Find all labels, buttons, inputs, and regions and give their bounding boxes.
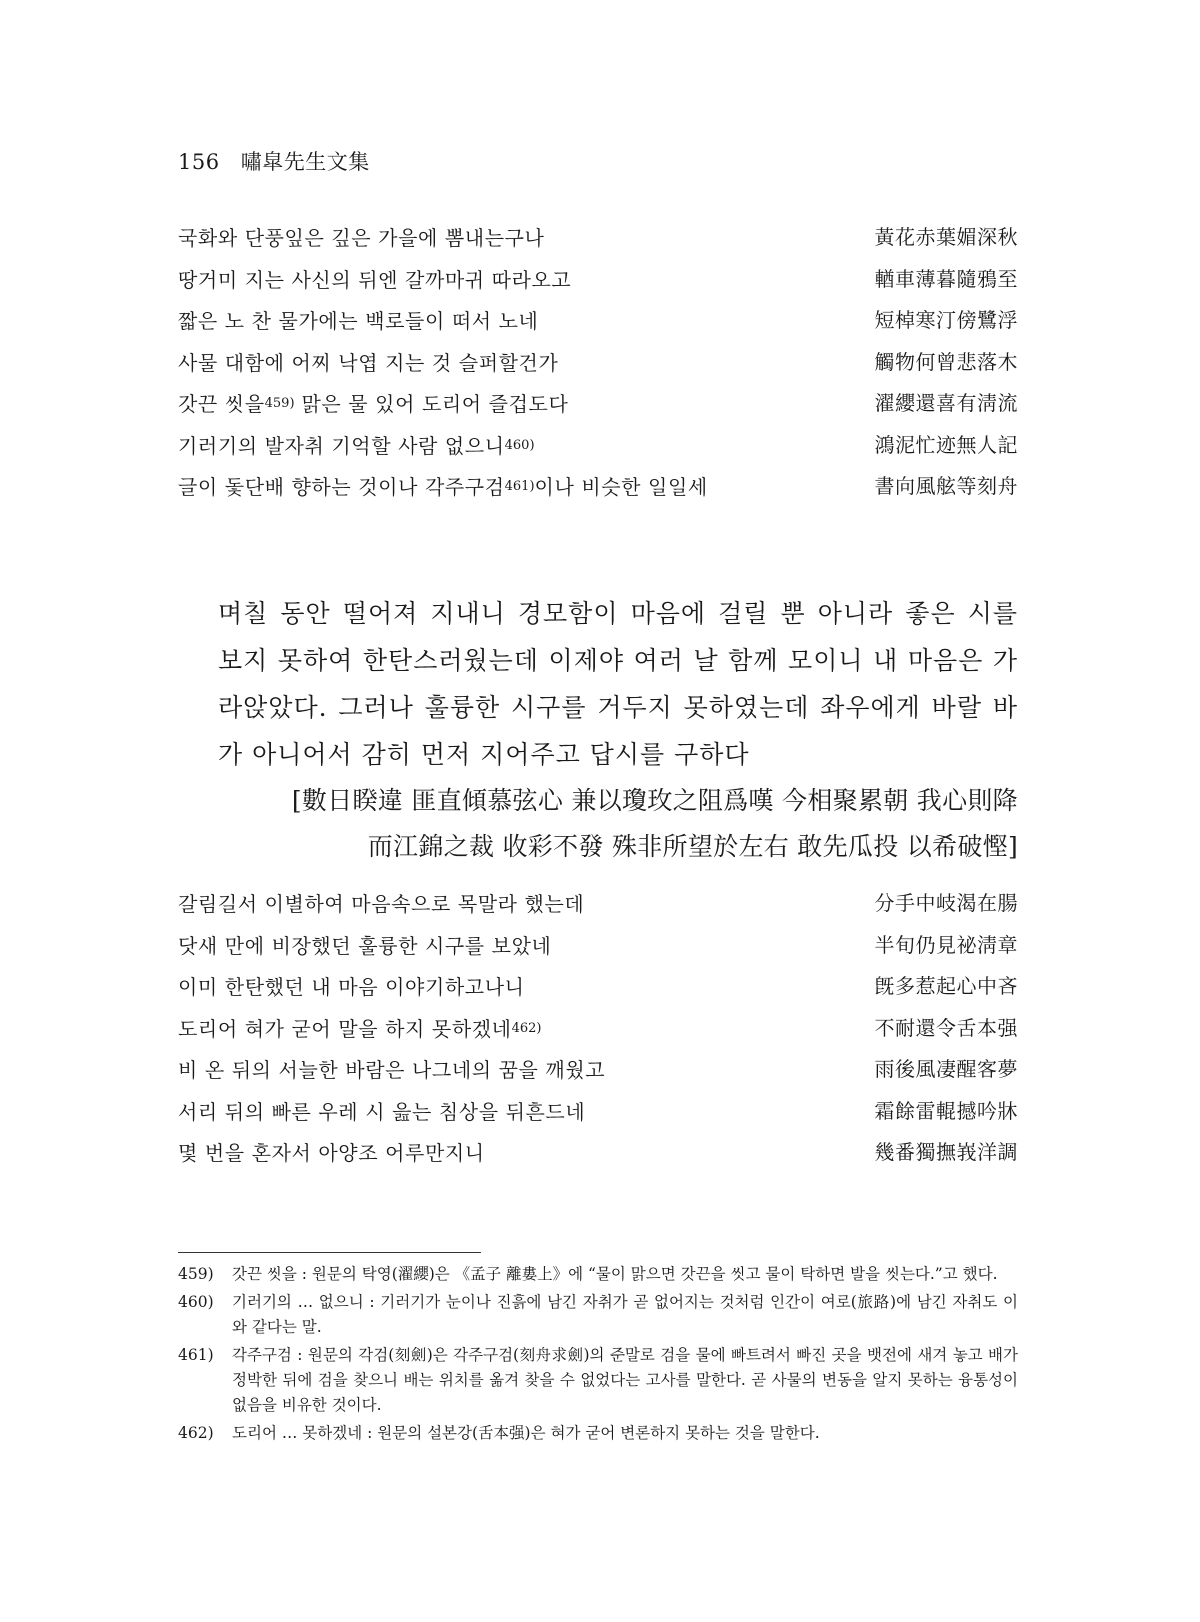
footnote-number: 461) — [178, 1346, 214, 1364]
heading-chinese-line: [數日睽違 匪直傾慕弦心 兼以瓊玫之阻爲嘆 今相聚累朝 我心則降 — [291, 786, 1018, 815]
poem-line — [178, 466, 1018, 508]
chinese-original: 旣多惹起心中吝 — [874, 974, 1018, 998]
footnote — [178, 1290, 1018, 1340]
poem-line — [178, 300, 1018, 342]
chinese-original: 雨後風凄醒客夢 — [874, 1057, 1018, 1081]
chinese-original: 不耐還令舌本强 — [874, 1015, 1018, 1040]
chinese-original: 輶車薄暮隨鴉至 — [874, 266, 1018, 291]
chinese-original: 霜餘雷輥撼吟牀 — [874, 1098, 1018, 1123]
footnote-ref[interactable]: 461) — [504, 479, 535, 494]
poem-heading — [218, 590, 1018, 870]
footnote-text: 갓끈 씻을 : 원문의 탁영(濯纓)은 《孟子 離婁上》에 “물이 맑으면 갓끈을 씻고 물이 탁하면 발을 씻는다.”고 했다. — [232, 1265, 998, 1283]
footnote-ref[interactable]: 460) — [504, 437, 535, 453]
korean-translation: 이미 한탄했던 내 마음 이야기하고나니 — [178, 975, 525, 999]
footnote-ref[interactable]: 459) — [264, 396, 295, 411]
footnote-number: 462) — [178, 1424, 214, 1442]
korean-translation: 도리어 혀가 굳어 말을 하지 못하겠네$^{462)}$ — [178, 1016, 542, 1041]
korean-translation: 사물 대함에 어찌 낙엽 지는 것 슬퍼할건가 — [178, 350, 559, 375]
heading-chinese-line: 而江錦之裁 收彩不發 殊非所望於左右 敢先瓜投 以希破慳] — [367, 832, 1018, 861]
chinese-original: 短棹寒汀傍鷺浮 — [874, 308, 1018, 332]
chinese-original: 分手中岐渴在腸 — [874, 891, 1018, 915]
page-number: 156 — [178, 150, 220, 174]
chinese-original: 半旬仍見祕淸章 — [874, 932, 1018, 957]
heading-korean: 며칠 동안 떨어져 지내니 경모함이 마음에 걸릴 뿐 아니라 좋은 시를 보지 못하여 한탄스러웠는데 이제야 여러 날 함께 모이니 내 마음은 가라앉았다. 그러나 훌륭한 시구를 거두지 못하였는데 좌우에게 바랄 바가 아니어서 감히 먼저 지어주고 답시를 구하다 — [218, 599, 1018, 769]
korean-translation: 갓끈 씻을$^{459)}$ 맑은 물 있어 도리어 즐겁도다 — [178, 392, 569, 416]
footnote — [178, 1421, 1018, 1446]
poem-line — [178, 383, 1018, 425]
chinese-original: 觸物何曾悲落木 — [874, 349, 1018, 374]
korean-translation: 글이 돛단배 향하는 것이나 각주구검$^{461)}$이나 비슷한 일일세 — [178, 475, 708, 499]
poem-line — [178, 966, 1018, 1008]
chinese-original: 黃花赤葉媚深秋 — [874, 225, 1018, 249]
chinese-original: 濯纓還喜有淸流 — [874, 391, 1018, 415]
running-header — [178, 146, 370, 176]
footnote-separator — [178, 1252, 481, 1253]
korean-translation: 서리 뒤의 빠른 우레 시 읊는 침상을 뒤흔드네 — [178, 1099, 586, 1124]
footnote-text: 기러기의 … 없으니 : 기러기가 눈이나 진흙에 남긴 자취가 곧 없어지는 것처럼 인간이 여로(旅路)에 남긴 자취도 이와 같다는 말. — [232, 1293, 1018, 1336]
poem-line — [178, 259, 1018, 301]
poem-first — [178, 217, 1018, 508]
poem-line — [178, 883, 1018, 925]
poem-line — [178, 1008, 1018, 1050]
poem-line — [178, 217, 1018, 259]
poem-line — [178, 342, 1018, 384]
footnote — [178, 1343, 1018, 1418]
poem-line — [178, 1091, 1018, 1133]
footnote-number: 459) — [178, 1265, 214, 1283]
book-title: 嘯皐先生文集 — [240, 150, 370, 174]
poem-line — [178, 1049, 1018, 1091]
footnotes — [178, 1262, 1018, 1449]
chinese-original: 幾番獨撫峩洋調 — [874, 1140, 1018, 1164]
poem-second — [178, 883, 1018, 1174]
footnote-ref[interactable]: 462) — [511, 1020, 542, 1036]
poem-line — [178, 425, 1018, 467]
korean-translation: 짧은 노 찬 물가에는 백로들이 떠서 노네 — [178, 309, 539, 333]
chinese-original: 鴻泥忙迹無人記 — [874, 432, 1018, 457]
poem-line — [178, 925, 1018, 967]
korean-translation: 갈림길서 이별하여 마음속으로 목말라 했는데 — [178, 892, 585, 916]
korean-translation: 기러기의 발자취 기억할 사람 없으니$^{460)}$ — [178, 433, 535, 458]
footnote-text: 각주구검 : 원문의 각검(刻劍)은 각주구검(刻舟求劍)의 준말로 검을 물에 빠트려서 빠진 곳을 뱃전에 새겨 놓고 배가 정박한 뒤에 검을 찾으니 배는 위치를 옮겨 찾을 수 없었다는 고사를 말한다. 곧 사물의 변동을 알지 못하는 융통성이 없음을 비유한 것이다. — [232, 1346, 1018, 1414]
footnote-text: 도리어 … 못하겠네 : 원문의 설본강(舌本强)은 혀가 굳어 변론하지 못하는 것을 말한다. — [232, 1424, 820, 1442]
korean-translation: 비 온 뒤의 서늘한 바람은 나그네의 꿈을 깨웠고 — [178, 1058, 606, 1082]
korean-translation: 국화와 단풍잎은 깊은 가을에 뽐내는구나 — [178, 226, 545, 250]
korean-translation: 닷새 만에 비장했던 훌륭한 시구를 보았네 — [178, 933, 552, 958]
korean-translation: 땅거미 지는 사신의 뒤엔 갈까마귀 따라오고 — [178, 267, 572, 292]
poem-line — [178, 1132, 1018, 1174]
footnote — [178, 1262, 1018, 1287]
chinese-original: 書向風舷等刻舟 — [874, 474, 1018, 498]
footnote-number: 460) — [178, 1293, 214, 1311]
korean-translation: 몇 번을 혼자서 아양조 어루만지니 — [178, 1141, 485, 1165]
